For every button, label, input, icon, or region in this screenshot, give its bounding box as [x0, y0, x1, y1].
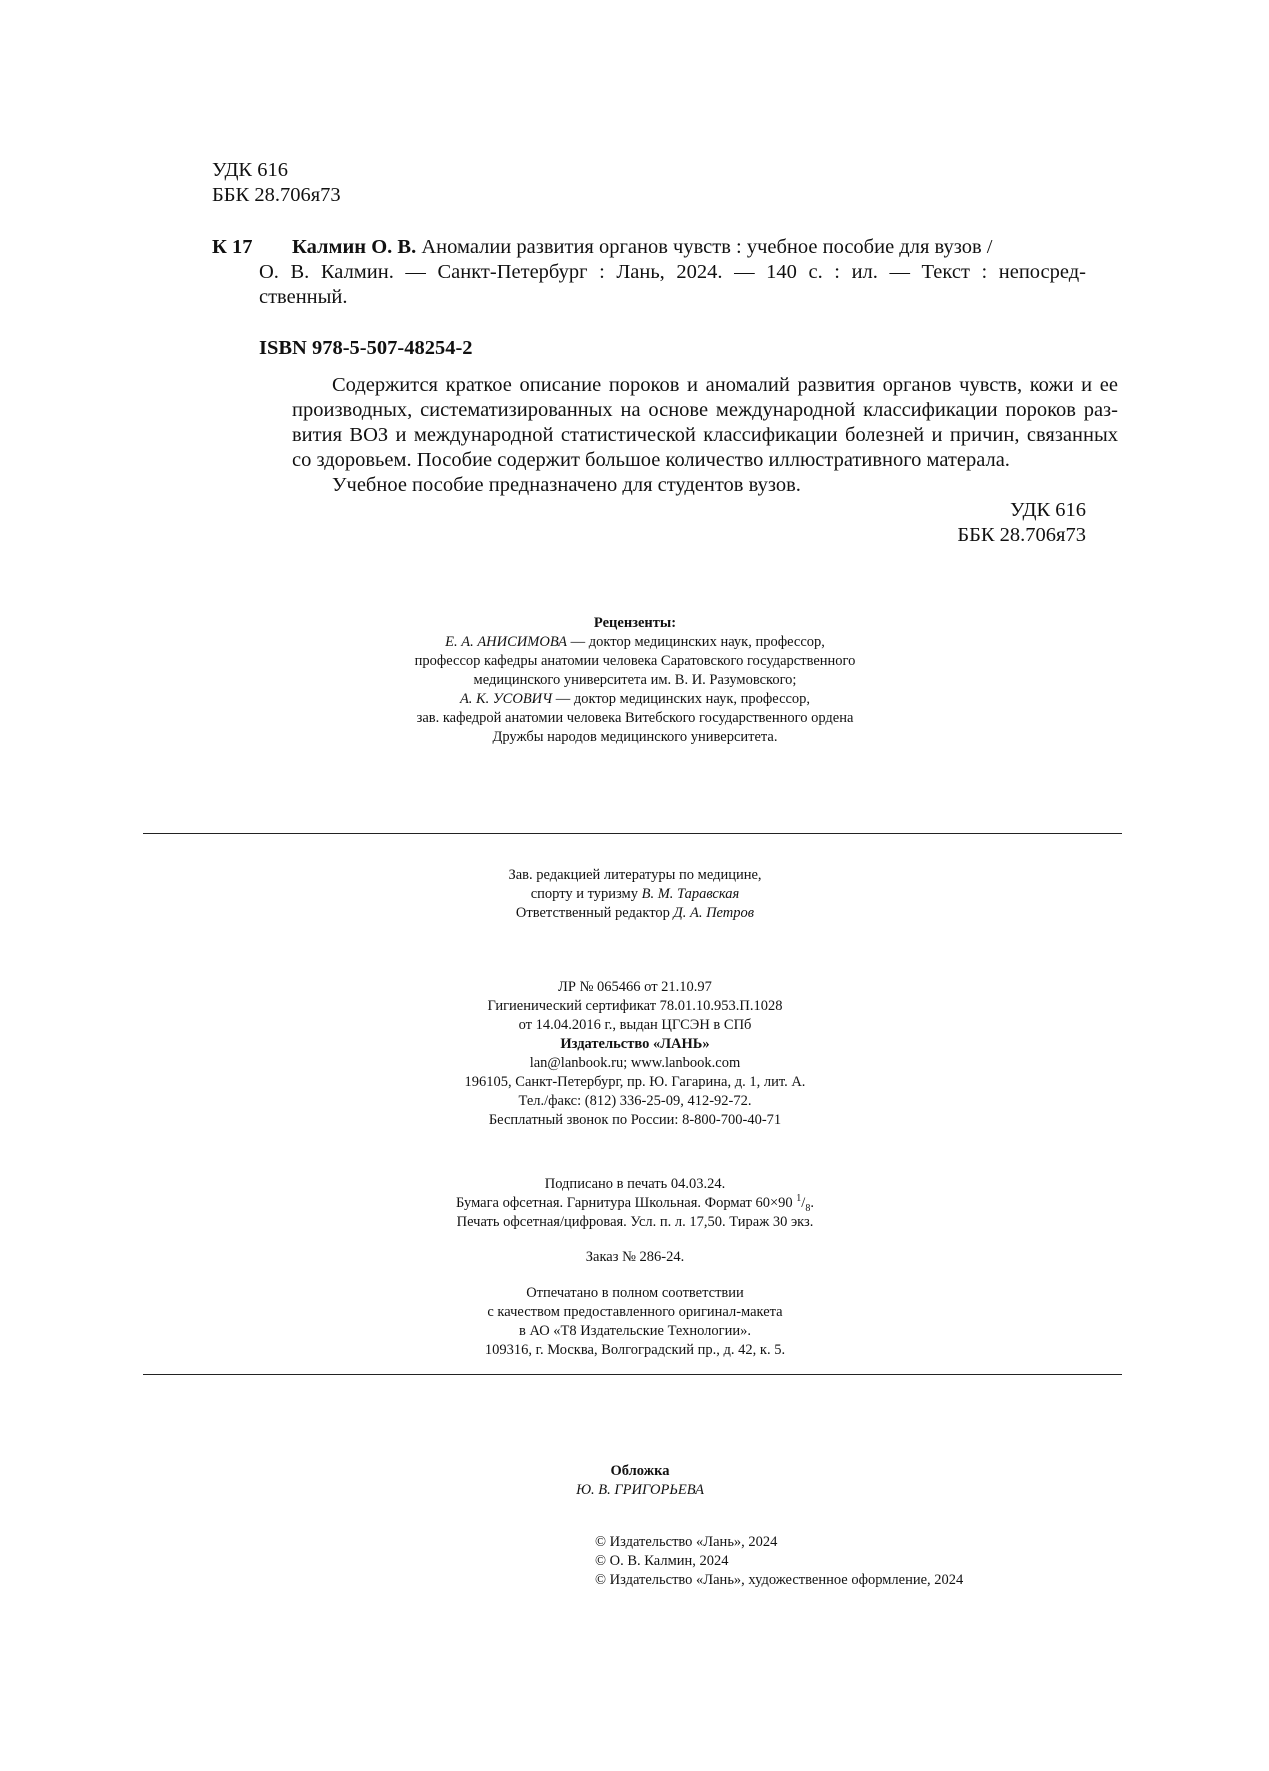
copyright-3: © Издательство «Лань», художественное оформление, 2024: [595, 1572, 964, 1588]
reviewer-2-title: — доктор медицинских наук, профессор,: [552, 691, 811, 707]
catalog-line-3: ственный.: [259, 286, 348, 308]
publisher-license: ЛР № 065466 от 21.10.97: [558, 979, 712, 995]
reviewer-2-line-3: Дружбы народов медицинского университета.: [492, 729, 778, 745]
annotation: [292, 373, 1118, 498]
annotation-line-3: вития ВОЗ и международной статистической классификации болезней и причин, связанных: [292, 424, 1118, 446]
reviewers: [290, 614, 980, 747]
printed-line-4: 109316, г. Москва, Волгоградский пр., д. 42, к. 5.: [484, 1342, 786, 1358]
printing-signed: Подписано в печать 04.03.24.: [544, 1176, 726, 1192]
publisher-info: [290, 978, 980, 1130]
catalog-title: Аномалии развития органов чувств : учебное пособие для вузов /: [421, 236, 993, 258]
classification-bottom: [800, 498, 1086, 548]
divider-top: [143, 833, 1122, 834]
catalog-author: Калмин О. В.: [292, 236, 417, 258]
reviewer-1-line-3: медицинского университета им. В. И. Разумовского;: [473, 672, 797, 688]
publisher-certificate: Гигиенический сертификат 78.01.10.953.П.1028: [487, 998, 783, 1014]
publisher-certificate-date: от 14.04.2016 г., выдан ЦГСЭН в СПб: [518, 1017, 752, 1033]
editor-line-1: Зав. редакцией литературы по медицине,: [508, 867, 762, 883]
udk-code-right: УДК 616: [1010, 499, 1086, 521]
publisher-address: 196105, Санкт-Петербург, пр. Ю. Гагарина, д. 1, лит. А.: [464, 1074, 806, 1090]
publisher-web: lan@lanbook.ru; www.lanbook.com: [529, 1055, 741, 1071]
udk-code: УДК 616: [212, 159, 288, 181]
annotation-line-1: Содержится краткое описание пороков и аномалий развития органов чувств, кожи и ее: [332, 374, 1118, 396]
reviewer-2-line-2: зав. кафедрой анатомии человека Витебского государственного ордена: [416, 710, 854, 726]
format-numerator: 1: [796, 1193, 802, 1205]
reviewer-1-name: Е. А. АНИСИМОВА: [445, 634, 567, 650]
catalog-record: [212, 235, 1086, 310]
catalog-code: К 17: [212, 236, 253, 258]
bbk-code-right: ББК 28.706я73: [957, 524, 1086, 546]
reviewers-heading: Рецензенты:: [593, 615, 677, 631]
format-denominator: 8: [805, 1202, 811, 1214]
printed-line-3: в АО «Т8 Издательские Технологии».: [518, 1323, 752, 1339]
divider-bottom: [143, 1374, 1122, 1375]
printing-paper: Бумага офсетная. Гарнитура Школьная. Формат 60×90: [456, 1195, 797, 1211]
editors: [290, 866, 980, 923]
cover-credit: [480, 1462, 800, 1500]
printing-house: [290, 1284, 980, 1360]
isbn: ISBN 978-5-507-48254-2: [259, 337, 473, 359]
annotation-purpose: Учебное пособие предназначено для студентов вузов.: [332, 474, 801, 496]
bbk-code: ББК 28.706я73: [212, 184, 341, 206]
copyright-1: © Издательство «Лань», 2024: [595, 1534, 778, 1550]
reviewer-1-title: — доктор медицинских наук, профессор,: [566, 634, 825, 650]
cover-heading: Обложка: [610, 1463, 670, 1479]
publisher-name: Издательство «ЛАНЬ»: [560, 1036, 710, 1052]
copyright: [595, 1533, 963, 1590]
printing-print: Печать офсетная/цифровая. Усл. п. л. 17,50. Тираж 30 экз.: [456, 1214, 814, 1230]
classification-top: [212, 158, 341, 208]
annotation-line-2: производных, систематизированных на основе международной классификации пороков раз-: [292, 399, 1118, 421]
catalog-line-2: О. В. Калмин. — Санкт-Петербург : Лань, 2024. — 140 с. : ил. — Текст : непосред-: [259, 261, 1086, 283]
editor-line-2-text: спорту и туризму: [530, 886, 642, 902]
editor-line-3-text: Ответственный редактор: [515, 905, 674, 921]
annotation-line-4: со здоровьем. Пособие содержит большое количество иллюстративного матерала.: [292, 449, 1010, 471]
publisher-tollfree: Бесплатный звонок по России: 8-800-700-40-71: [488, 1112, 782, 1128]
cover-designer: Ю. В. ГРИГОРЬЕВА: [576, 1482, 704, 1498]
editor-line-2-name: В. М. Таравская: [641, 886, 740, 902]
order-number: Заказ № 286-24.: [585, 1249, 685, 1265]
reviewer-2-name: А. К. УСОВИЧ: [459, 691, 553, 707]
printed-line-2: с качеством предоставленного оригинал-макета: [487, 1304, 783, 1320]
printing-info: Подписано в печать 04.03.24. Бумага офсетная. Гарнитура Школьная. Формат 60×90 $^1/_8$. Печать офсетная/цифровая. Усл. п. л. 17,50. Тираж 30 экз.: [290, 1175, 980, 1232]
publisher-phone: Тел./факс: (812) 336-25-09, 412-92-72.: [518, 1093, 752, 1109]
editor-line-3-name: Д. А. Петров: [673, 905, 755, 921]
reviewer-1-line-2: профессор кафедры анатомии человека Саратовского государственного: [414, 653, 856, 669]
printed-line-1: Отпечатано в полном соответствии: [526, 1285, 744, 1301]
copyright-2: © О. В. Калмин, 2024: [595, 1553, 729, 1569]
